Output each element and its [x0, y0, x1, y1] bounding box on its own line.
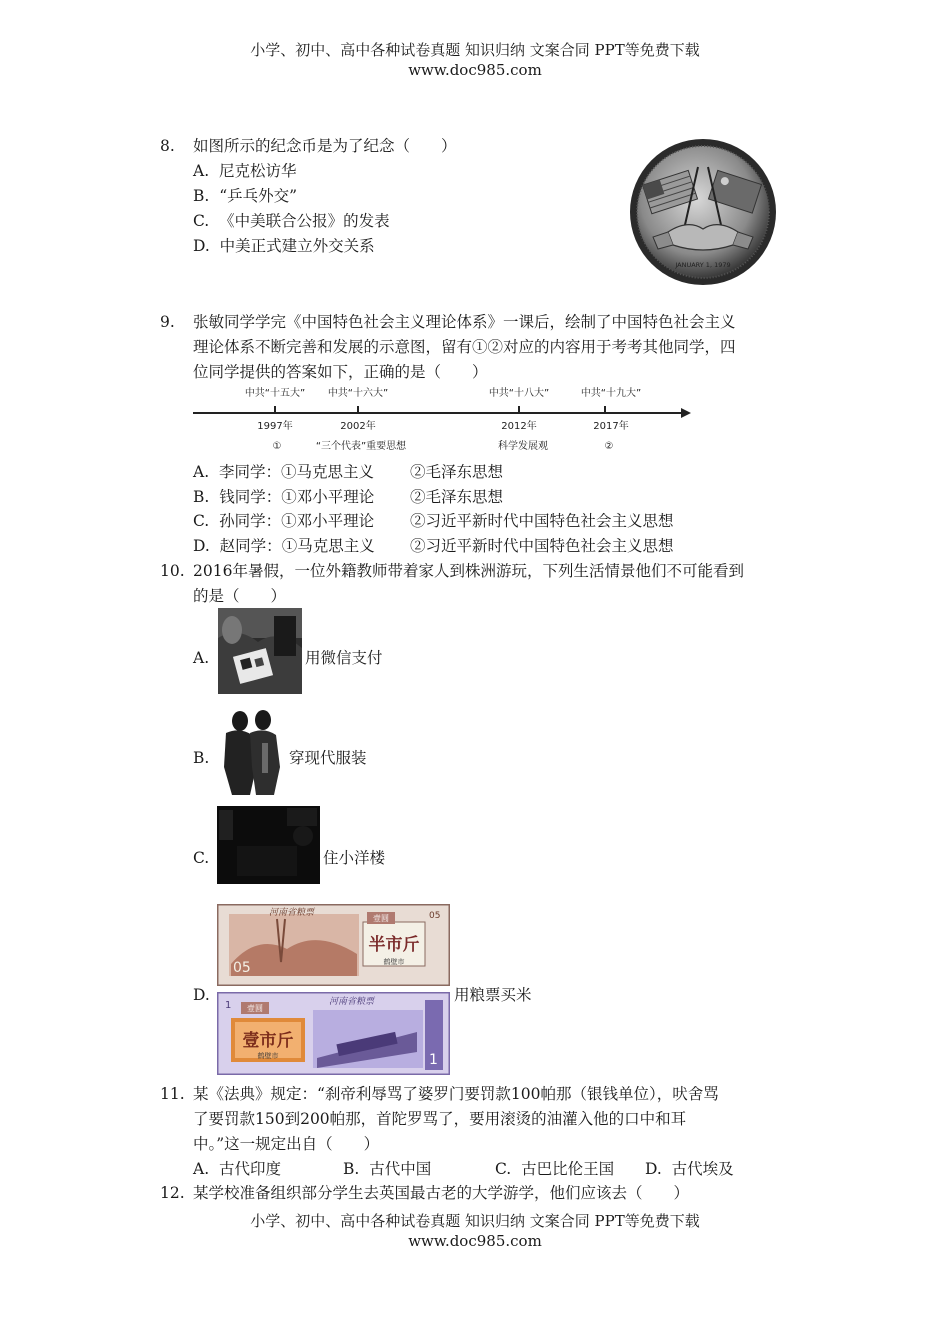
- timeline-content-1: ①: [272, 441, 282, 452]
- option-b: B. 古代中国: [343, 1160, 432, 1178]
- grain-coupon-one-jin: [217, 992, 450, 1075]
- coin-date-text: JANUARY 1, 1979: [675, 261, 731, 269]
- option-b-label: B.: [193, 749, 210, 767]
- question-stem: 某学校准备组织部分学生去英国最古老的大学游学，他们应该去（ ）: [193, 1184, 690, 1202]
- timeline-content-2: ②: [604, 441, 614, 452]
- coupon-province: 河南省粮票: [329, 997, 375, 1007]
- coupon-number-bottom: 05: [233, 960, 251, 976]
- option-b-text: 穿现代服装: [289, 749, 367, 767]
- coupon-city: 鹤壁市: [383, 958, 405, 966]
- coupon-number-bottom: 1: [429, 1052, 438, 1068]
- question-stem-line-3: 中。”这一规定出自（ ）: [193, 1135, 380, 1153]
- grain-coupons-image: [217, 904, 450, 1075]
- question-stem-line-2: 的是（ ）: [193, 587, 287, 605]
- question-number: 12.: [160, 1184, 185, 1202]
- timeline-year-2002: 2002年: [340, 421, 376, 432]
- timeline-congress-19: 中共“十九大”: [580, 388, 642, 399]
- option-c: C. 《中美联合公报》的发表: [193, 212, 390, 230]
- timeline-congress-15: 中共“十五大”: [244, 388, 306, 399]
- coupon-amount: 壹市斤: [242, 1031, 294, 1051]
- footer-line-2: www.doc985.com: [408, 1232, 542, 1250]
- timeline-year-2017: 2017年: [593, 421, 629, 432]
- question-number: 10.: [160, 562, 185, 580]
- western-house-photo: [217, 806, 320, 884]
- header-line-2: www.doc985.com: [408, 61, 542, 79]
- option-b: B. “乒乓外交”: [193, 187, 298, 205]
- header-line-1: 小学、初中、高中各种试卷真题 知识归纳 文案合同 PPT等免费下载: [250, 41, 700, 59]
- option-d-text: 用粮票买米: [454, 986, 532, 1004]
- timeline-congress-16: 中共“十六大”: [327, 388, 389, 399]
- option-a: A. 古代印度: [193, 1160, 281, 1178]
- coupon-number-top: 05: [429, 911, 441, 921]
- option-d: D. 古代埃及: [645, 1160, 734, 1178]
- option-a: A. 尼克松访华: [193, 162, 297, 180]
- timeline-year-2012: 2012年: [501, 421, 537, 432]
- question-stem-line-2: 理论体系不断完善和发展的示意图，留有①②对应的内容用于考考其他同学，四: [193, 338, 736, 356]
- modern-clothing-photo: [218, 707, 284, 795]
- coupon-amount: 半市斤: [368, 935, 420, 955]
- footer-line-1: 小学、初中、高中各种试卷真题 知识归纳 文案合同 PPT等免费下载: [250, 1212, 700, 1230]
- option-c: C. 孙同学：①邓小平理论 ②习近平新时代中国特色社会主义思想: [193, 512, 674, 530]
- option-c-text: 住小洋楼: [323, 849, 386, 867]
- option-a: A. 李同学：①马克思主义 ②毛泽东思想: [193, 463, 504, 481]
- commemorative-coin-image: [628, 137, 778, 287]
- timeline-diagram: [193, 382, 693, 454]
- timeline-content-scientific-outlook: 科学发展观: [498, 441, 548, 452]
- option-c: C. 古巴比伦王国: [495, 1160, 615, 1178]
- option-a-text: 用微信支付: [305, 649, 383, 667]
- question-stem-line-1: 某《法典》规定：“刹帝利辱骂了婆罗门要罚款100帕那（银钱单位），吠舍骂: [193, 1085, 719, 1103]
- coupon-province: 河南省粮票: [269, 908, 315, 918]
- option-d-label: D.: [193, 986, 210, 1004]
- question-number: 11.: [160, 1085, 185, 1103]
- option-a-label: A.: [193, 649, 210, 667]
- timeline-congress-18: 中共“十八大”: [488, 388, 550, 399]
- grain-coupon-half-jin: [217, 904, 450, 986]
- timeline-year-1997: 1997年: [257, 421, 293, 432]
- question-stem-line-2: 了要罚款150到200帕那，首陀罗骂了，要用滚烫的油灌入他的口中和耳: [193, 1110, 687, 1128]
- option-d: D. 中美正式建立外交关系: [193, 237, 375, 255]
- coupon-seal: 壹圆: [373, 914, 389, 923]
- question-stem-line-1: 张敏同学学完《中国特色社会主义理论体系》一课后，绘制了中国特色社会主义: [193, 313, 736, 331]
- timeline-content-three-represents: “三个代表”重要思想: [315, 441, 407, 452]
- question-stem-line-3: 位同学提供的答案如下，正确的是（ ）: [193, 363, 488, 381]
- coupon-city: 鹤壁市: [257, 1052, 279, 1060]
- question-number: 8.: [160, 137, 175, 155]
- option-c-label: C.: [193, 849, 210, 867]
- timeline-arrow: [681, 408, 691, 418]
- question-stem-line-1: 2016年暑假，一位外籍教师带着家人到株洲游玩，下列生活情景他们不可能看到: [193, 562, 744, 580]
- coupon-number-top: 1: [225, 1000, 232, 1011]
- question-stem: 如图所示的纪念币是为了纪念（ ）: [193, 137, 457, 155]
- option-b: B. 钱同学：①邓小平理论 ②毛泽东思想: [193, 488, 504, 506]
- coupon-seal: 壹圆: [247, 1004, 263, 1013]
- wechat-pay-photo: [218, 608, 302, 694]
- option-d: D. 赵同学：①马克思主义 ②习近平新时代中国特色社会主义思想: [193, 537, 674, 555]
- question-number: 9.: [160, 313, 175, 331]
